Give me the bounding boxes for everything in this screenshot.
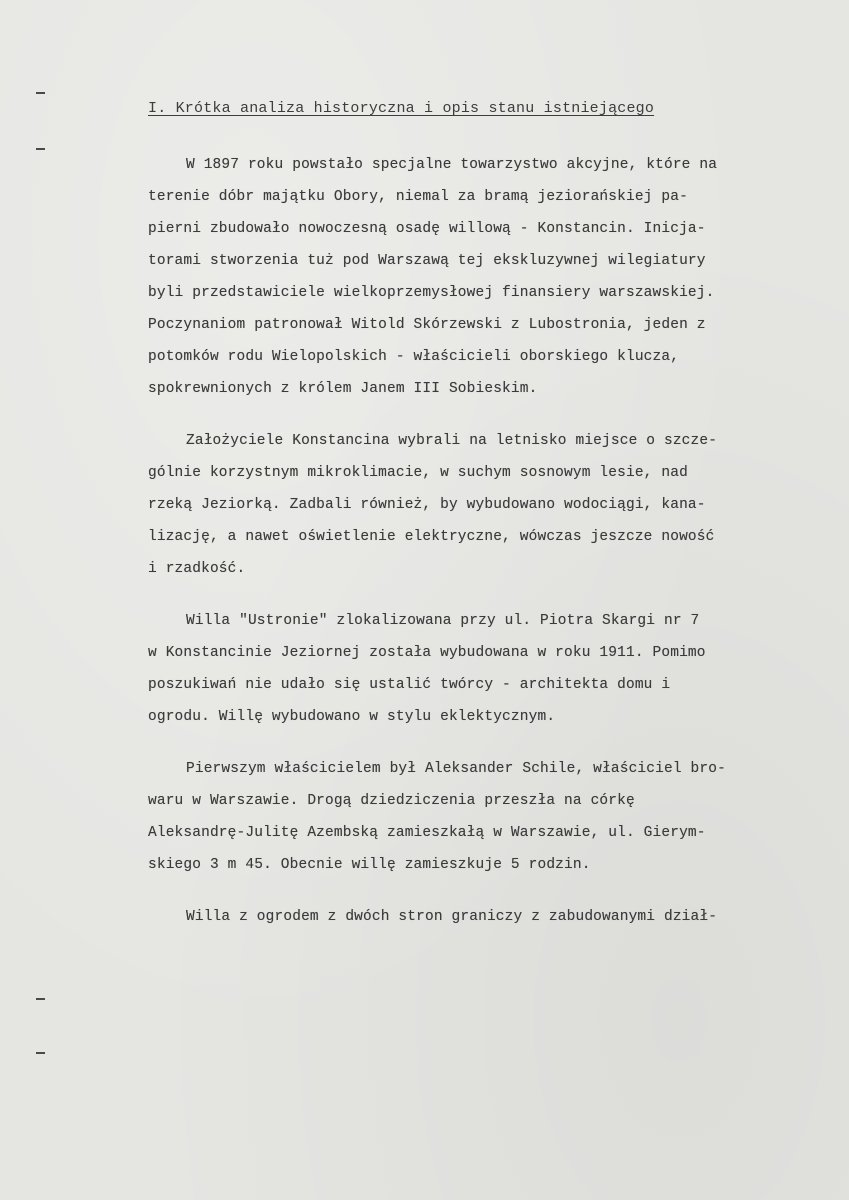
text-line: gólnie korzystnym mikroklimacie, w suchym sosnowym lesie, nad <box>148 465 688 481</box>
paragraph <box>148 753 808 881</box>
paragraph <box>148 605 808 733</box>
text-line: Założyciele Konstancina wybrali na letnisko miejsce o szcze- <box>186 433 718 449</box>
text-line: Aleksandrę-Julitę Azembską zamieszkałą w Warszawie, ul. Gierym- <box>148 825 706 841</box>
text-line: i rzadkość. <box>148 561 246 577</box>
document-body <box>148 149 808 953</box>
margin-mark <box>36 998 45 1000</box>
text-line: w Konstancinie Jeziornej została wybudowana w roku 1911. Pomimo <box>148 645 706 661</box>
text-line: torami stworzenia tuż pod Warszawą tej ekskluzywnej wilegiatury <box>148 253 706 269</box>
text-line: W 1897 roku powstało specjalne towarzystwo akcyjne, które na <box>186 157 718 173</box>
paragraph <box>148 425 808 585</box>
text-line: waru w Warszawie. Drogą dziedziczenia przeszła na córkę <box>148 793 635 809</box>
text-line: Willa "Ustronie" zlokalizowana przy ul. Piotra Skargi nr 7 <box>186 613 700 629</box>
text-line: Poczynaniom patronował Witold Skórzewski z Lubostronia, jeden z <box>148 317 706 333</box>
text-line: lizację, a nawet oświetlenie elektryczne, wówczas jeszcze nowość <box>148 529 715 545</box>
section-heading: I. Krótka analiza historyczna i opis stanu istniejącego <box>148 100 655 117</box>
text-line: potomków rodu Wielopolskich - właścicieli oborskiego klucza, <box>148 349 680 365</box>
text-line: terenie dóbr majątku Obory, niemal za bramą jeziorańskiej pa- <box>148 189 688 205</box>
margin-mark <box>36 148 45 150</box>
paragraph <box>148 901 808 933</box>
margin-mark <box>36 1052 45 1054</box>
margin-mark <box>36 92 45 94</box>
text-line: pierni zbudowało nowoczesną osadę willową - Konstancin. Inicja- <box>148 221 706 237</box>
text-line: Pierwszym właścicielem był Aleksander Schile, właściciel bro- <box>186 761 726 777</box>
text-line: Willa z ogrodem z dwóch stron graniczy z zabudowanymi dział- <box>186 909 718 925</box>
text-line: skiego 3 m 45. Obecnie willę zamieszkuje 5 rodzin. <box>148 857 591 873</box>
text-line: byli przedstawiciele wielkoprzemysłowej finansiery warszawskiej. <box>148 285 715 301</box>
text-line: spokrewnionych z królem Janem III Sobieskim. <box>148 381 538 397</box>
text-line: rzeką Jeziorką. Zadbali również, by wybudowano wodociągi, kana- <box>148 497 706 513</box>
text-line: ogrodu. Willę wybudowano w stylu eklektycznym. <box>148 709 556 725</box>
paragraph <box>148 149 808 405</box>
text-line: poszukiwań nie udało się ustalić twórcy - architekta domu i <box>148 677 671 693</box>
